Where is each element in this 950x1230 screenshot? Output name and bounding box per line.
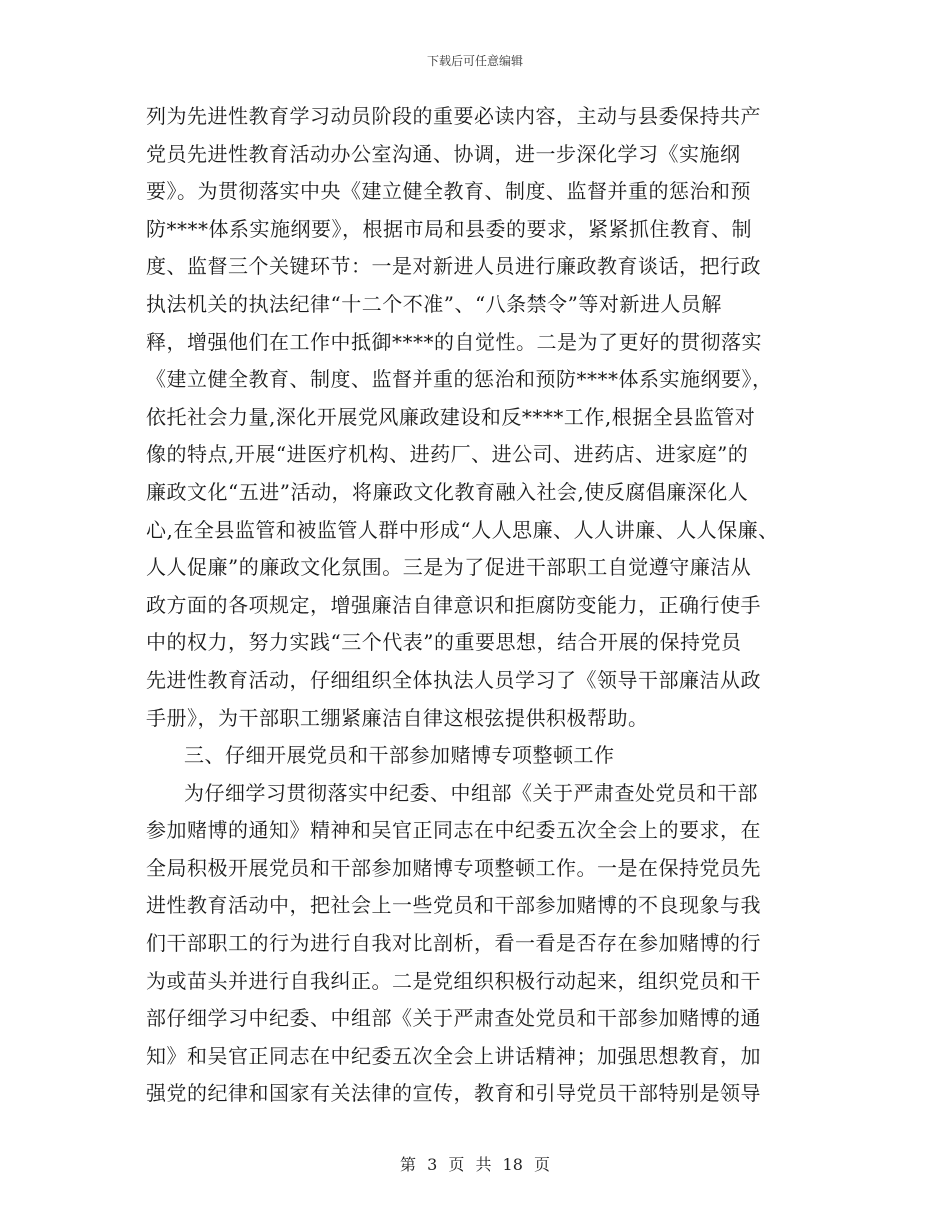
text-line: 先进性教育活动，仔细组织全体执法人员学习了《领导干部廉洁从政 <box>146 667 761 692</box>
text-line: 强党的纪律和国家有关法律的宣传，教育和引导党员干部特别是领导 <box>146 1081 761 1106</box>
text-line: 为仔细学习贯彻落实中纪委、中组部《关于严肃查处党员和干部 <box>184 780 758 805</box>
text-line: 心,在全县监管和被监管人群中形成“人人思廉、人人讲廉、人人保廉、 <box>146 517 779 542</box>
text-line: 防****体系实施纲要》，根据市局和县委的要求，紧紧抓住教育、制 <box>146 216 752 241</box>
text-line: 依托社会力量,深化开展党风廉政建设和反****工作,根据全县监管对 <box>146 404 756 429</box>
text-line: 党员先进性教育活动办公室沟通、协调，进一步深化学习《实施纲 <box>146 141 741 166</box>
text-line: 部仔细学习中纪委、中组部《关于严肃查处党员和干部参加赌博的通 <box>146 1006 761 1031</box>
text-line: 要》。为贯彻落实中央《建立健全教育、制度、监督并重的惩治和预 <box>146 179 751 204</box>
text-line: 为或苗头并进行自我纠正。二是党组织积极行动起来，组织党员和干 <box>146 968 761 993</box>
text-line: 知》和吴官正同志在中纪委五次全会上讲话精神；加强思想教育，加 <box>146 1043 761 1068</box>
text-line: 进性教育活动中，把社会上一些党员和干部参加赌博的不良现象与我 <box>146 893 761 918</box>
text-line: 参加赌博的通知》精神和吴官正同志在中纪委五次全会上的要求，在 <box>146 818 761 843</box>
text-line: 全局积极开展党员和干部参加赌博专项整顿工作。一是在保持党员先 <box>146 855 761 880</box>
page-footer: 第 3 页 共 18 页 <box>400 1155 550 1174</box>
text-line: 们干部职工的行为进行自我对比剖析，看一看是否存在参加赌博的行 <box>146 931 761 956</box>
text-line: 中的权力，努力实践“三个代表”的重要思想，结合开展的保持党员 <box>146 630 742 655</box>
page-header: 下载后可任意编辑 <box>426 54 523 68</box>
text-line: 度、监督三个关键环节：一是对新进人员进行廉政教育谈话，把行政 <box>146 254 761 279</box>
section-heading: 三、仔细开展党员和干部参加赌博专项整顿工作 <box>184 743 615 768</box>
text-line: 政方面的各项规定，增强廉洁自律意识和拒腐防变能力，正确行使手 <box>146 592 761 617</box>
document-body <box>146 98 826 1113</box>
text-line: 列为先进性教育学习动员阶段的重要必读内容，主动与县委保持共产 <box>146 104 761 128</box>
text-line: 《建立健全教育、制度、监督并重的惩治和预防****体系实施纲要》， <box>146 367 773 392</box>
text-line: 执法机关的执法纪律“十二个不准”、“八条禁令”等对新进人员解 <box>146 291 722 316</box>
text-line: 人人促廉”的廉政文化氛围。三是为了促进干部职工自觉遵守廉洁从 <box>146 555 752 580</box>
text-line: 释，增强他们在工作中抵御****的自觉性。二是为了更好的贯彻落实 <box>146 329 762 354</box>
text-line: 手册》，为干部职工绷紧廉洁自律这根弦提供积极帮助。 <box>146 705 649 730</box>
text-line: 像的特点,开展“进医疗机构、进药厂、进公司、进药店、进家庭”的 <box>146 442 749 467</box>
text-line: 廉政文化“五进”活动，将廉政文化教育融入社会,使反腐倡廉深化人 <box>146 479 749 504</box>
